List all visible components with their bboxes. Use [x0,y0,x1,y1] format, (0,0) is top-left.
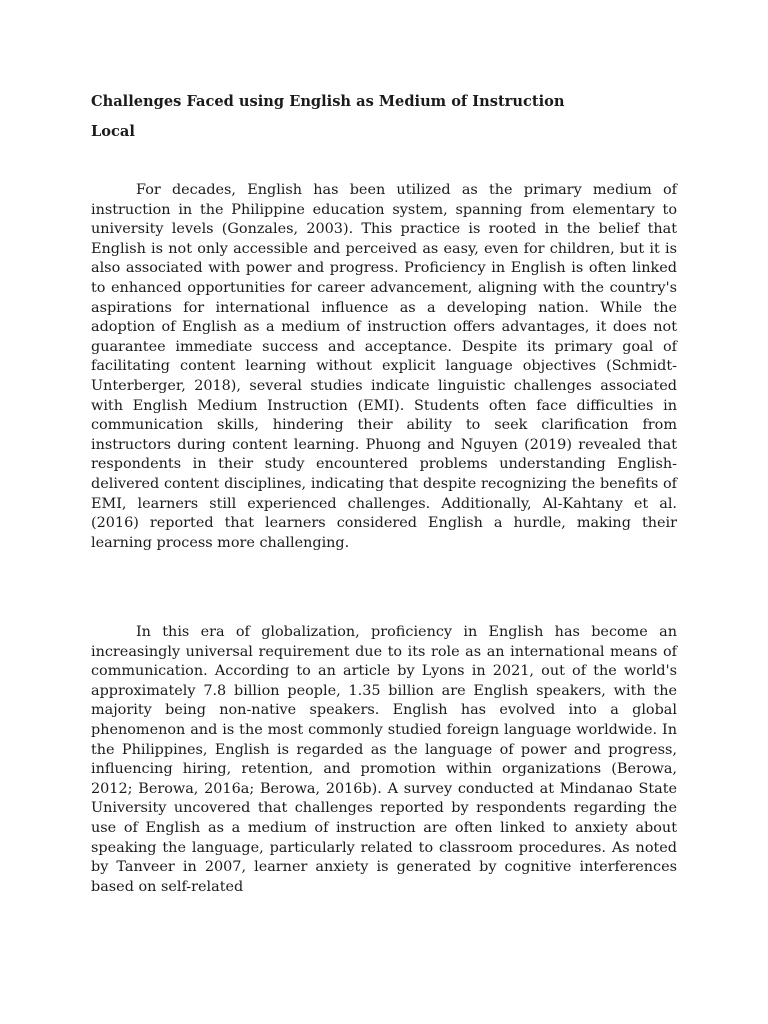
section-heading-local: Local [91,123,135,140]
body-paragraph: For decades, English has been utilized as the primary medium of instruction in the Philippine education system, spanning from elementary to university levels (Gonzales, 2003). This practice is rooted in the belief that English is not only accessible and perceived as easy, even for children, but it is also associated with power and progress. Proficiency in English is often linked to enhanced opportunities for career advancement, aligning with the country's aspirations for international influence as a developing nation. While the adoption of English as a medium of instruction offers advantages, it does not guarantee immediate success and acceptance. Despite its primary goal of facilitating content learning without explicit language objectives (Schmidt-Unterberger, 2018), several studies indicate linguistic challenges associated with English Medium Instruction (EMI). Students often face difficulties in communication skills, hindering their ability to seek clarification from instructors during content learning. Phuong and Nguyen (2019) revealed that respondents in their study encountered problems understanding English-delivered content disciplines, indicating that despite recognizing the benefits of EMI, learners still experienced challenges. Additionally, Al-Kahtany et al. (2016) reported that learners considered English a hurdle, making their learning process more challenging. [91,182,677,551]
document-title: Challenges Faced using English as Medium of Instruction [91,93,565,110]
body-paragraph: In this era of globalization, proficiency in English has become an increasingly universal requirement due to its role as an international means of communication. According to an article by Lyons in 2021, out of the world's approximately 7.8 billion people, 1.35 billion are English speakers, with the majority being non-native speakers. English has evolved into a global phenomenon and is the most commonly studied foreign language worldwide. In the Philippines, English is regarded as the language of power and progress, influencing hiring, retention, and promotion within organizations (Berowa, 2012; Berowa, 2016a; Berowa, 2016b). A survey conducted at Mindanao State University uncovered that challenges reported by respondents regarding the use of English as a medium of instruction are often linked to anxiety about speaking the language, particularly related to classroom procedures. As noted by Tanveer in 2007, learner anxiety is generated by cognitive interferences based on self-related [91,624,677,895]
